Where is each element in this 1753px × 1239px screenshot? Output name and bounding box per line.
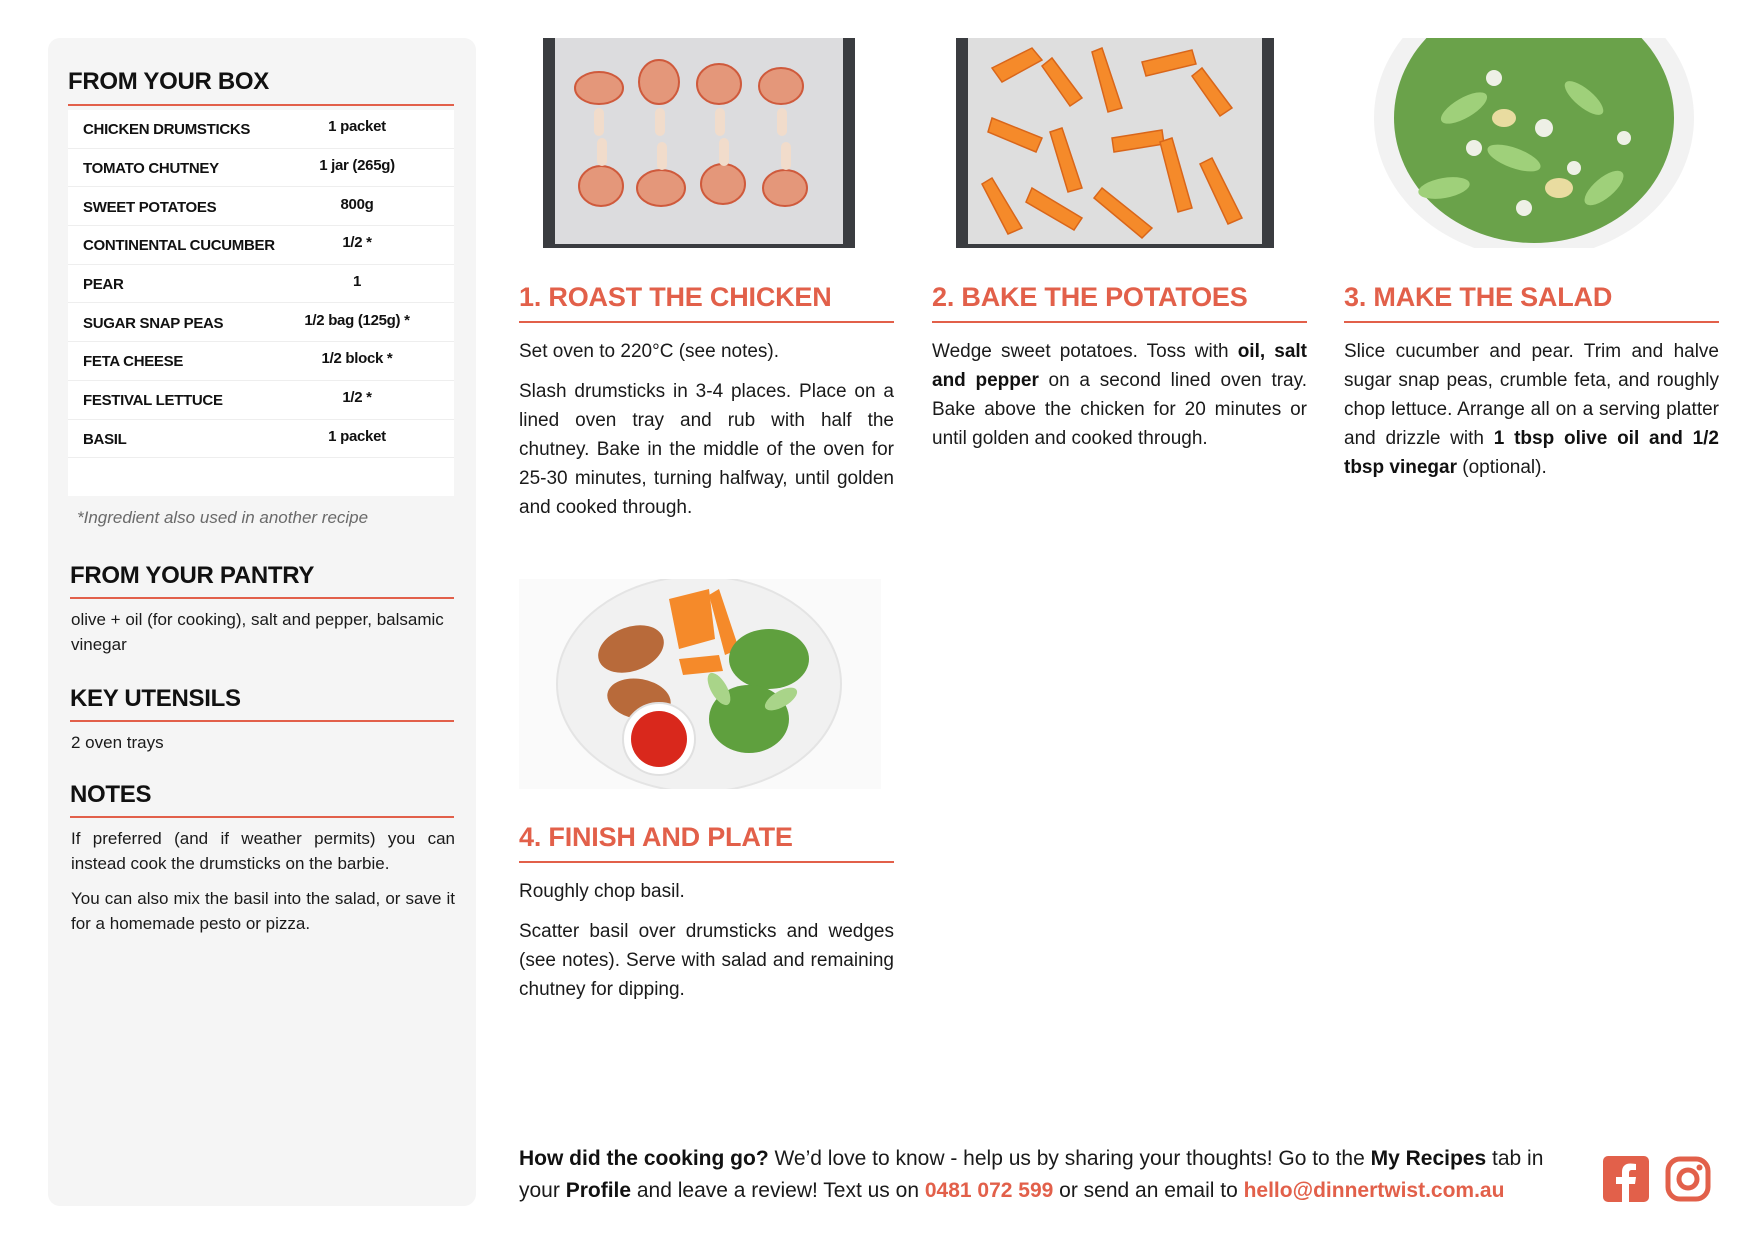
ingredient-qty: 800g xyxy=(340,195,374,213)
step-3-body xyxy=(1344,337,1719,493)
ingredient-qty: 1 packet xyxy=(328,118,386,136)
ingredient-name: SWEET POTATOES xyxy=(83,198,217,216)
step-3-title: 3. MAKE THE SALAD xyxy=(1344,282,1613,312)
ingredient-qty: 1/2 * xyxy=(342,389,372,407)
from-your-pantry-heading: FROM YOUR PANTRY xyxy=(70,562,315,589)
note-2: You can also mix the basil into the salad, or save it for a homemade pesto or pizza. xyxy=(71,889,455,933)
step-3-text: (optional). xyxy=(1456,457,1547,478)
ingredient-row xyxy=(68,187,454,226)
ingredient-footnote: *Ingredient also used in another recipe xyxy=(77,508,369,527)
plated-dish-photo xyxy=(519,579,881,789)
ingredient-row xyxy=(68,420,454,459)
ingredient-qty: 1 packet xyxy=(328,427,386,445)
my-recipes-label: My Recipes xyxy=(1370,1147,1487,1170)
roast-chicken-photo xyxy=(519,38,881,248)
footer-text: tab in your xyxy=(519,1147,1544,1202)
ingredient-row xyxy=(68,265,454,304)
note-1: If preferred (and if weather permits) you can instead cook the drumsticks on the barbie. xyxy=(71,829,455,873)
from-your-box-heading: FROM YOUR BOX xyxy=(68,68,270,95)
heading-divider xyxy=(70,816,454,818)
step-2-text: on a second lined oven tray. Bake above the chicken for 20 minutes or until golden and cooked through. xyxy=(932,370,1307,449)
ingredient-table xyxy=(68,110,454,496)
sweet-potato-wedges-photo xyxy=(932,38,1294,248)
ingredient-name: FETA CHEESE xyxy=(83,353,184,371)
ingredient-name: CONTINENTAL CUCUMBER xyxy=(83,237,275,255)
instagram-icon[interactable] xyxy=(1665,1156,1711,1202)
email-link[interactable]: hello@dinnertwist.com.au xyxy=(1243,1179,1505,1202)
step-4-body xyxy=(519,877,894,1015)
ingredient-qty: 1 xyxy=(352,273,362,291)
step-3-text: Slice cucumber and pear. Trim and halve sugar snap peas, crumble feta, and roughly chop lettuce. Arrange all on a serving platter and drizzle with xyxy=(1344,341,1719,449)
step-4-text: Scatter basil over drumsticks and wedges (see notes). Serve with salad and remaining chutney for dipping. xyxy=(519,921,894,1000)
ingredient-row xyxy=(68,381,454,420)
ingredient-row xyxy=(68,149,454,188)
step-divider xyxy=(519,861,894,863)
ingredient-qty: 1/2 bag (125g) * xyxy=(304,311,410,329)
utensils-text: 2 oven trays xyxy=(71,733,164,752)
ingredient-row xyxy=(68,226,454,265)
footer-text: or send an email to xyxy=(1053,1179,1244,1202)
feedback-question: How did the cooking go? xyxy=(519,1147,769,1170)
ingredient-row xyxy=(68,342,454,381)
salad-photo xyxy=(1344,38,1706,248)
ingredient-name: PEAR xyxy=(83,276,124,294)
heading-divider xyxy=(68,104,454,106)
feedback-footer xyxy=(519,1143,1579,1207)
pantry-text: olive + oil (for cooking), salt and pepper, balsamic vinegar xyxy=(71,610,444,654)
ingredient-name: SUGAR SNAP PEAS xyxy=(83,314,224,332)
step-2-title: 2. BAKE THE POTATOES xyxy=(932,282,1248,312)
step-divider xyxy=(932,321,1307,323)
step-4-text: Roughly chop basil. xyxy=(519,881,685,902)
step-4-title: 4. FINISH AND PLATE xyxy=(519,822,793,852)
ingredient-qty: 1 jar (265g) xyxy=(319,157,395,175)
heading-divider xyxy=(70,720,454,722)
ingredients-sidebar xyxy=(48,38,476,1206)
step-3-bold-text: 1 tbsp olive oil and 1/2 tbsp vinegar xyxy=(1344,428,1719,478)
ingredient-row xyxy=(68,303,454,342)
ingredient-qty: 1/2 block * xyxy=(321,350,393,368)
ingredient-row xyxy=(68,110,454,149)
step-1-body xyxy=(519,337,894,533)
step-divider xyxy=(519,321,894,323)
phone-number[interactable]: 0481 072 599 xyxy=(924,1179,1054,1202)
ingredient-name: TOMATO CHUTNEY xyxy=(83,160,219,178)
ingredient-name: BASIL xyxy=(83,430,127,448)
step-2-bold-text: oil, salt and pepper xyxy=(932,341,1307,391)
ingredient-qty: 1/2 * xyxy=(342,234,372,252)
facebook-icon[interactable] xyxy=(1603,1156,1649,1202)
step-2-text: Wedge sweet potatoes. Toss with xyxy=(932,341,1238,362)
key-utensils-heading: KEY UTENSILS xyxy=(70,685,241,712)
step-1-text: Slash drumsticks in 3-4 places. Place on a lined oven tray and rub with half the chutney. Bake in the middle of the oven for 25-30 minutes, turning halfway, until golden and cooked through. xyxy=(519,381,894,518)
step-1-text: Set oven to 220°C (see notes). xyxy=(519,341,780,362)
footer-text: and leave a review! Text us on xyxy=(631,1179,925,1202)
heading-divider xyxy=(70,597,454,599)
step-1-title: 1. ROAST THE CHICKEN xyxy=(519,282,832,312)
step-2-body xyxy=(932,337,1307,464)
notes-heading: NOTES xyxy=(70,781,152,808)
ingredient-name: CHICKEN DRUMSTICKS xyxy=(83,121,251,139)
profile-label: Profile xyxy=(565,1179,632,1202)
footer-text: We’d love to know - help us by sharing your thoughts! Go to the xyxy=(768,1147,1371,1170)
step-divider xyxy=(1344,321,1719,323)
ingredient-name: FESTIVAL LETTUCE xyxy=(83,392,223,410)
